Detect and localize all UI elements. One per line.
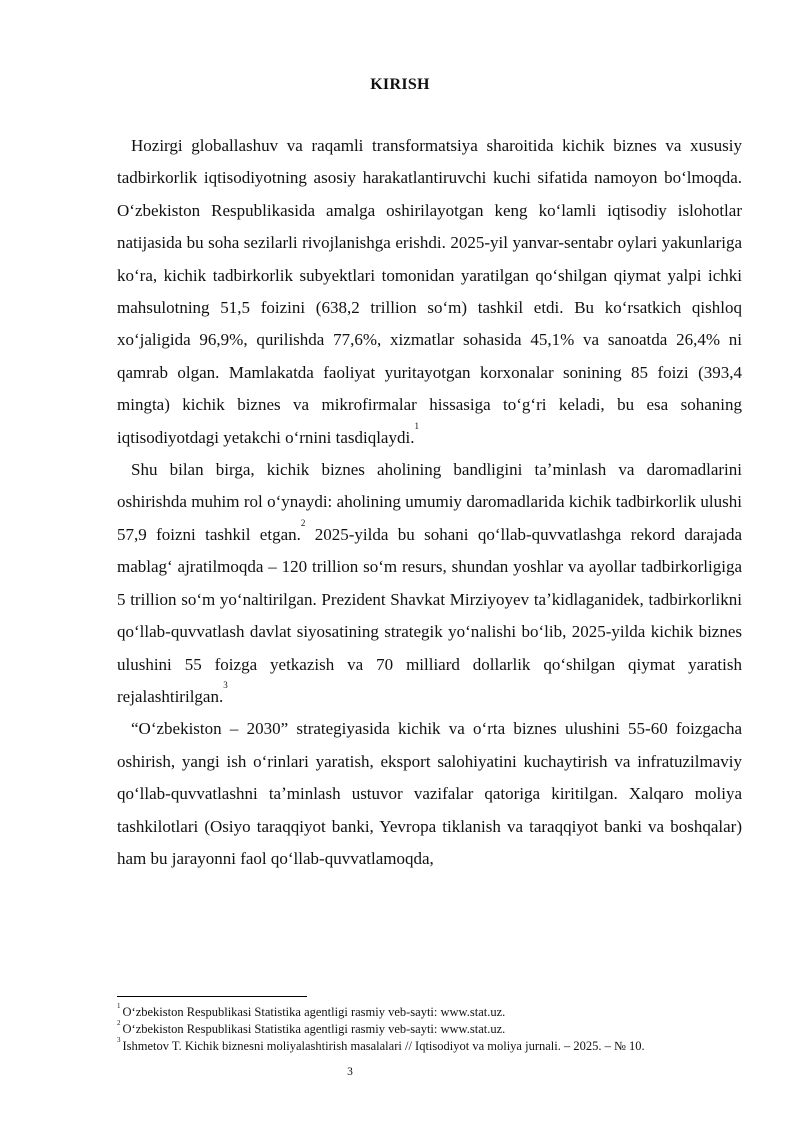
paragraph-1-text: Hozirgi globallashuv va raqamli transformatsiya sharoitida kichik biznes va xususiy tadbirkorlik iqtisodiyotning asosiy harakatlantiruvchi kuchi sifatida namoyon boʻlmoqda. Oʻzbekiston Respublikasida amalga oshirilayotgan keng koʻlamli iqtisodiy islohotlar natijasida bu soha sezilarli rivojlanishga erishdi. 2025-yil yanvar-sentabr oylari yakunlariga koʻra, kichik tadbirkorlik subyektlari tomonidan yaratilgan qoʻshilgan qiymat yalpi ichki mahsulotning 51,5 foizini (638,2 trillion soʻm) tashkil etdi. Bu koʻrsatkich qishloq xoʻjaligida 96,9%, qurilishda 77,6%, xizmatlar sohasida 45,1% va sanoatda 26,4% ni qamrab olgan. Mamlakatda faoliyat yuritayotgan korxonalar sonining 85 foizi (393,4 mingta) kichik biznes va mikrofirmalar hissasiga toʻgʻri keladi, bu esa sohaning iqtisodiyotdagi yetakchi oʻrnini tasdiqlaydi. — [117, 136, 742, 447]
body-text — [117, 130, 742, 875]
paragraph-2 — [117, 454, 742, 713]
paragraph-2-text-b: 2025-yilda bu sohani qoʻllab-quvvatlashga rekord darajada mablagʻ ajratilmoqda – 120 trillion soʻm resurs, shundan yoshlar va ayollar tadbirkorligiga 5 trillion soʻm yoʻnaltirilgan. Prezident Shavkat Mirziyoyev taʼkidlaganidek, tadbirkorlikni qoʻllab-quvvatlash davlat siyosatining strategik yoʻnalishi boʻlib, 2025-yilda kichik biznes ulushini 55 foizga yetkazish va 70 milliard dollarlik qoʻshilgan qiymat yaratish rejalashtirilgan. — [117, 524, 742, 706]
paragraph-1 — [117, 130, 742, 454]
paragraph-3-text: “Oʻzbekiston – 2030” strategiyasida kichik va oʻrta biznes ulushini 55-60 foizgacha oshirish, yangi ish oʻrinlari yaratish, eksport salohiyatini kuchaytirish va infratuzilmaviy qoʻllab-quvvatlashni taʼminlash ustuvor vazifalar qatoriga kiritilgan. Xalqaro moliya tashkilotlari (Osiyo taraqqiyot banki, Yevropa tiklanish va taraqqiyot banki va boshqalar) ham bu jarayonni faol qoʻllab-quvvatlamoqda, — [117, 719, 742, 868]
footnote-1 — [117, 1004, 757, 1021]
footnote-2 — [117, 1021, 757, 1038]
footnote-3-text: Ishmetov T. Kichik biznesni moliyalashtirish masalalari // Iqtisodiyot va moliya jurnali. – 2025. – № 10. — [122, 1039, 645, 1053]
page-title: KIRISH — [370, 76, 430, 93]
footnote-2-text: Oʻzbekiston Respublikasi Statistika agentligi rasmiy veb-sayti: www.stat.uz. — [122, 1022, 506, 1036]
footnote-1-mark: 1 — [117, 1002, 121, 1010]
footnote-3 — [117, 1038, 757, 1055]
paragraph-2-text-a: Shu bilan birga, kichik biznes aholining bandligini taʼminlash va daromadlarini oshirishda muhim rol oʻynaydi: aholining umumiy daromadlarida kichik tadbirkorlik ulushi 57,9 foizni tashkil etgan. — [117, 460, 742, 544]
footnote-separator — [117, 996, 307, 997]
footnotes — [117, 1004, 757, 1055]
footnote-3-mark: 3 — [117, 1036, 121, 1044]
page-number: 3 — [347, 1066, 353, 1078]
footnote-1-text: Oʻzbekiston Respublikasi Statistika agentligi rasmiy veb-sayti: www.stat.uz. — [122, 1005, 506, 1019]
footnote-2-mark: 2 — [117, 1019, 121, 1027]
paragraph-3 — [117, 713, 742, 875]
footnote-ref-2[interactable]: 2 — [300, 517, 306, 528]
footnote-ref-1[interactable]: 1 — [414, 420, 419, 431]
footnote-ref-3[interactable]: 3 — [223, 679, 228, 690]
